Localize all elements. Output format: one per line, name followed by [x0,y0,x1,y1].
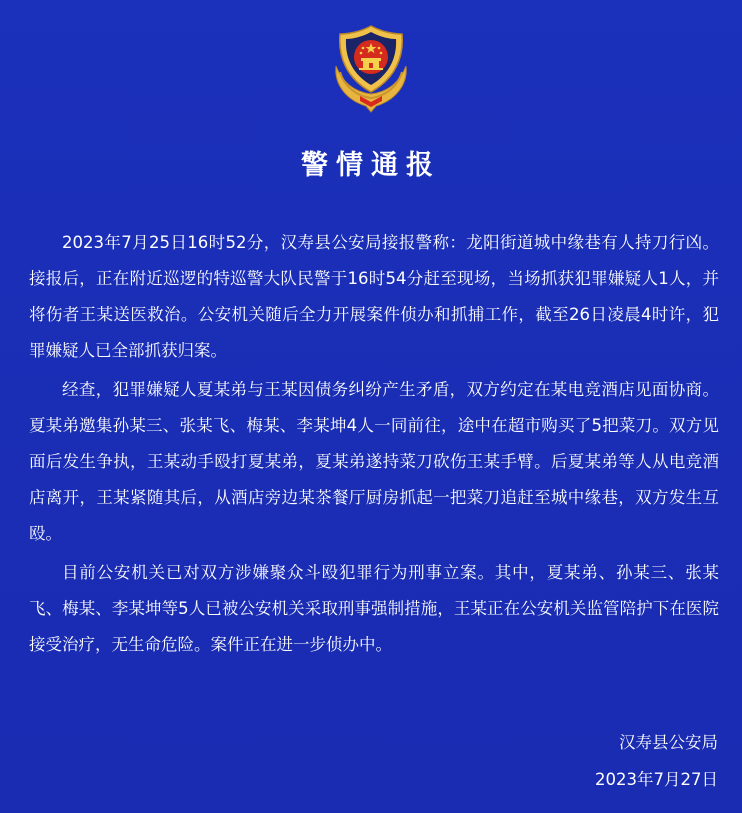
paragraph-1: 2023年7月25日16时52分，汉寿县公安局接报警称：龙阳街道城中缘巷有人持刀行凶。接报后，正在附近巡逻的特巡警大队民警于16时54分赶至现场，当场抓获犯罪嫌疑人1人，并将伤者王某送医救治。公安机关随后全力开展案件侦办和抓捕工作，截至26日凌晨4时许，犯罪嫌疑人已全部抓获归案。 [29,233,719,360]
page-title: 警情通报 [301,150,441,181]
paragraph-3: 目前公安机关已对双方涉嫌聚众斗殴犯罪行为刑事立案。其中，夏某弟、孙某三、张某飞、梅某、李某坤等5人已被公安机关采取刑事强制措施，王某正在公安机关监管陪护下在医院接受治疗，无生命危险。案件正在进一步侦办中。 [29,563,719,654]
police-badge-icon [326,22,416,114]
paragraph-2: 经查，犯罪嫌疑人夏某弟与王某因债务纠纷产生矛盾，双方约定在某电竞酒店见面协商。夏某弟邀集孙某三、张某飞、梅某、李某坤4人一同前往，途中在超市购买了5把菜刀。双方见面后发生争执，王某动手殴打夏某弟，夏某弟遂持菜刀砍伤王某手臂。后夏某弟等人从电竞酒店离开，王某紧随其后，从酒店旁边某茶餐厅厨房抓起一把菜刀追赶至城中缘巷，双方发生互殴。 [29,380,719,543]
signature-date: 2023年7月27日 [595,770,718,789]
signature-org: 汉寿县公安局 [619,733,718,752]
notice-body [29,225,719,666]
